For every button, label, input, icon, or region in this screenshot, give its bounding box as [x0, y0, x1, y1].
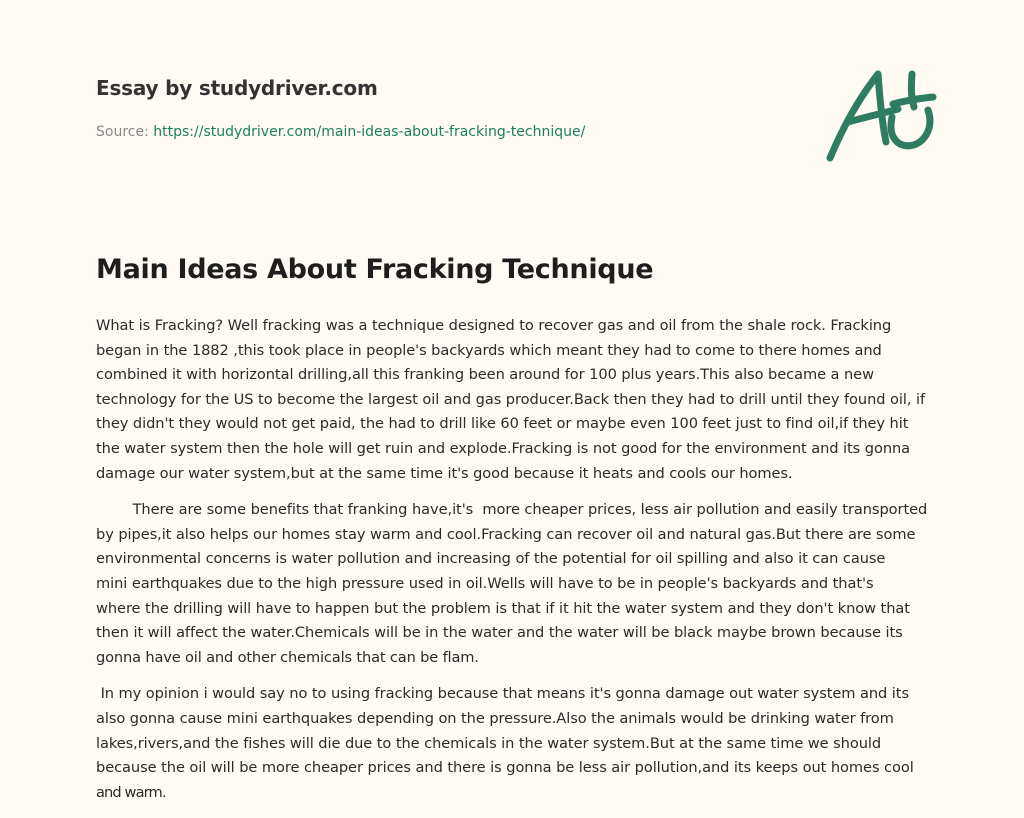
site-title: Essay by studydriver.com — [96, 76, 378, 100]
paragraph-line: and warm. — [96, 783, 166, 801]
paragraph-line: environmental concerns is water pollution and increasing of the potential for oil spilling and also it can cause — [96, 550, 886, 568]
paragraph-line: then it will affect the water.Chemicals will be in the water and the water will be black maybe brown because its — [96, 624, 903, 642]
a-plus-logo — [818, 62, 938, 172]
paragraph-line: damage our water system,but at the same time it's good because it heats and cools our homes. — [96, 464, 793, 482]
paragraph-line: where the drilling will have to happen but the problem is that if it hit the water system and they don't know that — [96, 599, 910, 617]
paragraph-line: they didn't they would not get paid, the had to drill like 60 feet or maybe even 100 feet just to find oil,if they hit — [96, 415, 909, 433]
article-title: Main Ideas About Fracking Technique — [96, 254, 654, 285]
paragraph-line: gonna have oil and other chemicals that can be flam. — [96, 648, 479, 666]
source-link[interactable]: https://studydriver.com/main-ideas-about-fracking-technique/ — [153, 124, 586, 140]
paragraph-line: because the oil will be more cheaper prices and there is gonna be less air pollution,and its keeps out homes cool — [96, 759, 914, 777]
paragraph-line: the water system then the hole will get ruin and explode.Fracking is not good for the environment and its gonna — [96, 439, 911, 457]
paragraph-line: mini earthquakes due to the high pressure used in oil.Wells will have to be in people's backyards and that's — [96, 574, 874, 592]
source-label: Source: — [96, 124, 154, 140]
source-line — [96, 124, 585, 140]
paragraph-line: by pipes,it also helps our homes stay warm and cool.Fracking can recover oil and natural gas.But there are some — [96, 525, 916, 543]
article-paragraph — [96, 498, 936, 670]
paragraph-line: There are some benefits that franking have,it's more cheaper prices, less air pollution and easily transported — [96, 501, 928, 519]
article-body — [96, 314, 936, 817]
paragraph-line: combined it with horizontal drilling,all this franking been around for 100 plus years.This also became a new — [96, 366, 874, 384]
paragraph-line: also gonna cause mini earthquakes depending on the pressure.Also the animals would be drinking water from — [96, 709, 894, 727]
article-paragraph — [96, 314, 936, 486]
paragraph-line: lakes,rivers,and the fishes will die due to the chemicals in the water system.But at the same time we should — [96, 734, 882, 752]
paragraph-line: What is Fracking? Well fracking was a technique designed to recover gas and oil from the shale rock. Fracking — [96, 317, 892, 334]
paragraph-line: technology for the US to become the largest oil and gas producer.Back then they had to drill until they found oil, if — [96, 390, 926, 408]
paragraph-line: In my opinion i would say no to using fracking because that means it's gonna damage out water system and its — [96, 685, 909, 703]
article-paragraph — [96, 682, 936, 805]
paragraph-line: began in the 1882 ,this took place in people's backyards which meant they had to come to there homes and — [96, 341, 882, 359]
